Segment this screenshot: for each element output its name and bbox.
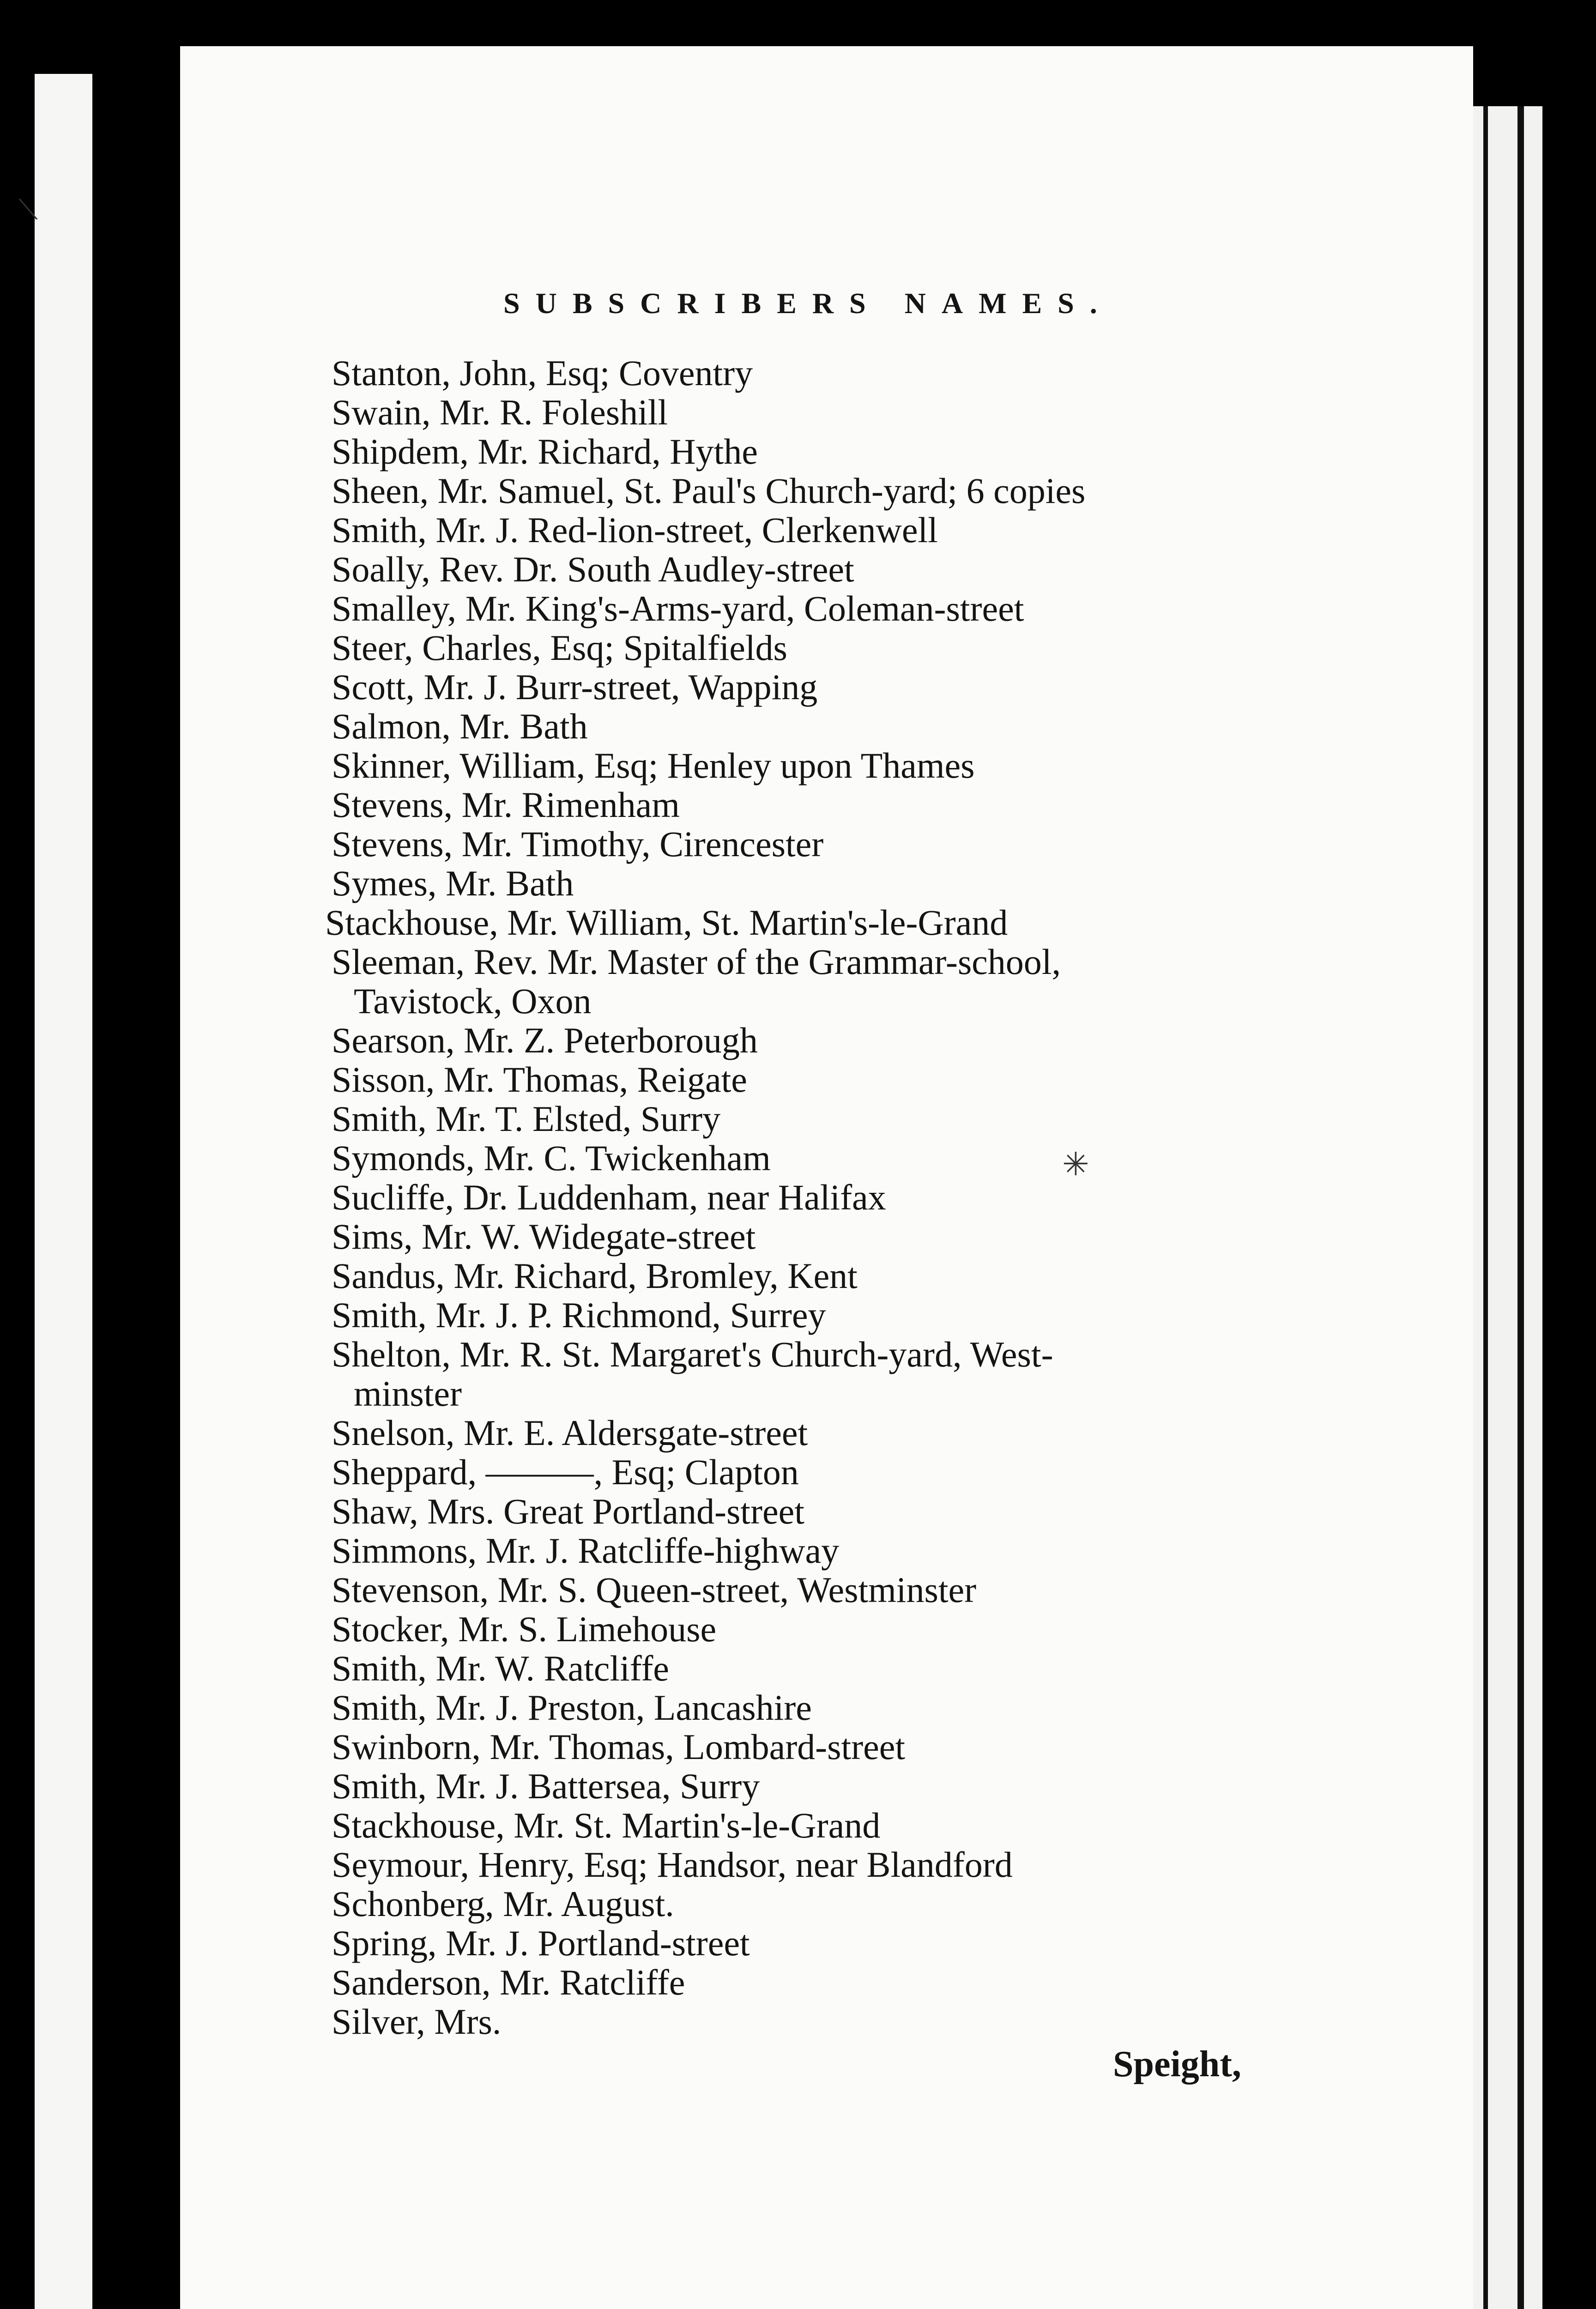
subscriber-entry (332, 824, 1297, 864)
subscriber-entry (332, 550, 1297, 589)
subscriber-entry (332, 1335, 1297, 1413)
subscriber-entry (332, 1884, 1297, 1923)
subscriber-entry (332, 1138, 1297, 1178)
subscriber-entry (332, 1845, 1297, 1884)
subscriber-name: Smalley, Mr. King's-Arms-yard, Coleman-street (332, 588, 1024, 629)
subscriber-name: Sheppard, ———, Esq; Clapton (332, 1452, 799, 1492)
subscriber-entry (332, 1688, 1297, 1727)
subscriber-name: Snelson, Mr. E. Aldersgate-street (332, 1413, 808, 1453)
subscriber-entry (332, 2002, 1297, 2041)
subscriber-entry (332, 1021, 1297, 1060)
gutter-rule (1517, 106, 1524, 2309)
subscriber-name: Shipdem, Mr. Richard, Hythe (332, 431, 758, 471)
ink-blot: ✳ (1062, 1147, 1089, 1183)
subscriber-name: Smith, Mr. J. Battersea, Surry (332, 1766, 760, 1806)
subscriber-name: Shelton, Mr. R. St. Margaret's Church-yard, West- (332, 1334, 1053, 1374)
subscriber-name: Steer, Charles, Esq; Spitalfields (332, 628, 787, 668)
subscriber-entry (332, 471, 1297, 510)
subscriber-name: Skinner, William, Esq; Henley upon Thames (332, 745, 975, 786)
page-title: SUBSCRIBERS NAMES. (503, 287, 1113, 320)
subscriber-entry (332, 589, 1297, 628)
subscriber-name: Scott, Mr. J. Burr-street, Wapping (332, 667, 818, 707)
subscriber-entry (332, 1452, 1297, 1492)
subscriber-entry (332, 628, 1297, 667)
subscriber-entry (332, 1806, 1297, 1845)
subscriber-name: Stackhouse, Mr. St. Martin's-le-Grand (332, 1805, 881, 1845)
subscriber-name: Swain, Mr. R. Foleshill (332, 392, 668, 432)
subscriber-name: Sleeman, Rev. Mr. Master of the Grammar-school, (332, 942, 1061, 982)
subscriber-entry (332, 746, 1297, 785)
subscriber-entry (332, 1727, 1297, 1766)
subscriber-entry (332, 1295, 1297, 1335)
subscriber-name: Silver, Mrs. (332, 2001, 502, 2042)
subscriber-entry (332, 432, 1297, 471)
subscriber-name: Stevens, Mr. Timothy, Cirencester (332, 824, 824, 864)
subscriber-name: Sanderson, Mr. Ratcliffe (332, 1962, 685, 2002)
facing-page-edge (35, 74, 92, 2309)
subscriber-entry (332, 1923, 1297, 1963)
subscriber-name: Sims, Mr. W. Widegate-street (332, 1216, 756, 1257)
subscriber-name: Symes, Mr. Bath (332, 863, 574, 903)
subscriber-name: Schonberg, Mr. August. (332, 1884, 674, 1924)
subscriber-name: Sandus, Mr. Richard, Bromley, Kent (332, 1256, 858, 1296)
subscriber-name: Seymour, Henry, Esq; Handsor, near Blandford (332, 1844, 1013, 1885)
subscriber-name: Spring, Mr. J. Portland-street (332, 1923, 750, 1963)
subscriber-name: Smith, Mr. J. Red-lion-street, Clerkenwell (332, 510, 938, 550)
subscriber-entry (332, 353, 1297, 393)
subscriber-entry (332, 393, 1297, 432)
subscriber-entry (332, 1570, 1297, 1609)
subscriber-name: Shaw, Mrs. Great Portland-street (332, 1491, 804, 1531)
subscriber-entry (332, 1649, 1297, 1688)
subscriber-name: Smith, Mr. J. Preston, Lancashire (332, 1687, 812, 1728)
subscriber-entry (332, 1609, 1297, 1649)
subscriber-entry (325, 903, 1297, 942)
subscriber-name: Symonds, Mr. C. Twickenham (332, 1138, 771, 1178)
subscriber-entry (332, 510, 1297, 550)
subscriber-name: Smith, Mr. T. Elsted, Surry (332, 1099, 721, 1139)
subscriber-name: Smith, Mr. W. Ratcliffe (332, 1648, 669, 1688)
subscriber-entry (332, 667, 1297, 707)
subscriber-entry (332, 942, 1297, 1021)
subscriber-entry (332, 1060, 1297, 1099)
subscriber-name: Searson, Mr. Z. Peterborough (332, 1020, 758, 1060)
subscriber-name: Stocker, Mr. S. Limehouse (332, 1609, 717, 1649)
subscriber-entry (332, 1963, 1297, 2002)
subscriber-name: Salmon, Mr. Bath (332, 706, 588, 746)
subscriber-name: Stackhouse, Mr. William, St. Martin's-le-Grand (325, 902, 1008, 943)
subscriber-name: Swinborn, Mr. Thomas, Lombard-street (332, 1727, 906, 1767)
subscriber-name: Sisson, Mr. Thomas, Reigate (332, 1059, 747, 1100)
subscriber-list (325, 353, 1297, 2042)
subscriber-entry (332, 1099, 1297, 1138)
subscriber-name: Stevens, Mr. Rimenham (332, 785, 680, 825)
subscriber-entry (332, 1413, 1297, 1452)
page-gutter (1473, 106, 1542, 2309)
subscriber-entry (332, 1256, 1297, 1295)
subscriber-address-continuation: minster (354, 1373, 462, 1414)
subscriber-entry (332, 1766, 1297, 1806)
subscriber-entry (332, 1492, 1297, 1531)
subscriber-name: Sheen, Mr. Samuel, St. Paul's Church-yard; 6 copies (332, 471, 1086, 511)
subscriber-address-continuation: Tavistock, Oxon (354, 981, 592, 1021)
subscriber-entry (332, 1217, 1297, 1256)
subscriber-name: Soally, Rev. Dr. South Audley-street (332, 549, 854, 589)
gutter-rule (1483, 106, 1488, 2309)
catchword: Speight, (1113, 2044, 1241, 2085)
stray-mark: ⟍ (18, 194, 38, 225)
subscriber-entry (332, 1178, 1297, 1217)
subscriber-entry (332, 1531, 1297, 1570)
subscriber-name: Stevenson, Mr. S. Queen-street, Westminster (332, 1570, 977, 1610)
subscriber-name: Stanton, John, Esq; Coventry (332, 353, 753, 393)
subscriber-entry (332, 707, 1297, 746)
subscriber-entry (332, 785, 1297, 824)
subscriber-name: Smith, Mr. J. P. Richmond, Surrey (332, 1295, 826, 1335)
subscriber-name: Simmons, Mr. J. Ratcliffe-highway (332, 1530, 840, 1571)
subscriber-name: Sucliffe, Dr. Luddenham, near Halifax (332, 1177, 886, 1217)
subscriber-entry (332, 864, 1297, 903)
